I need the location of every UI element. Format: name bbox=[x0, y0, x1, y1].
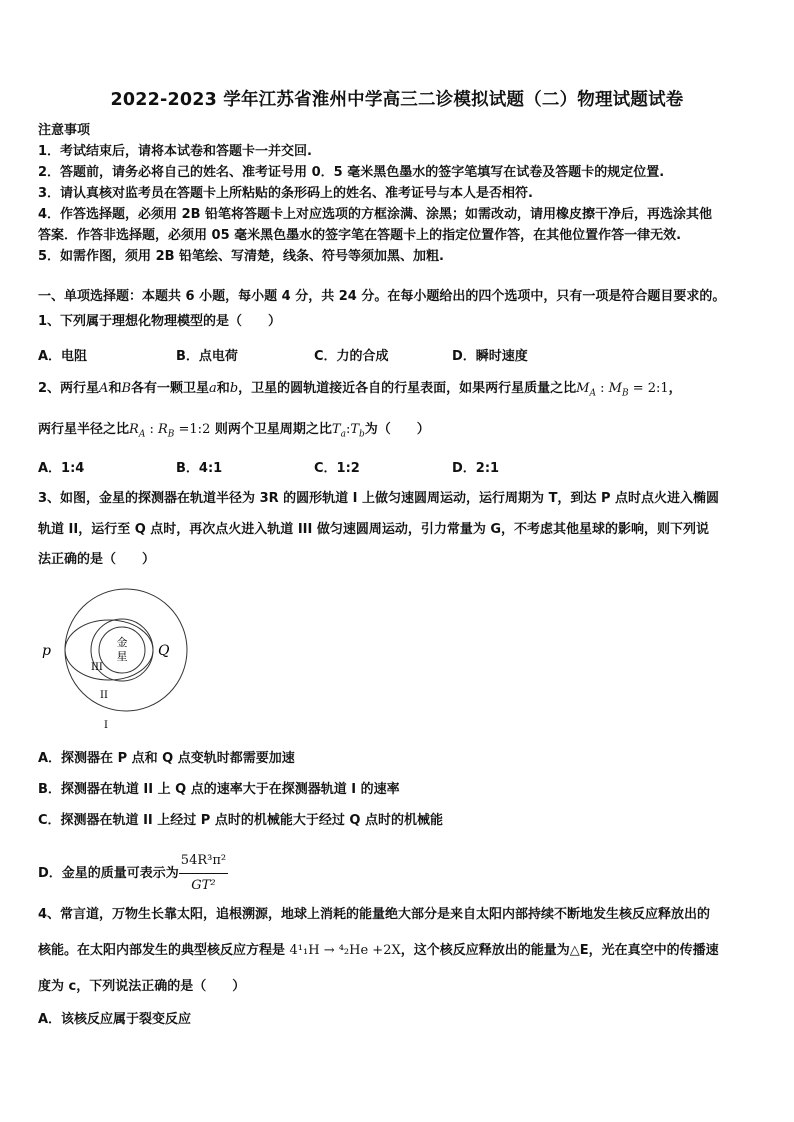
section-heading: 一、单项选择题：本题共 6 小题，每小题 4 分，共 24 分。在每小题给出的四个选项中，只有一项是符合题目要求的。 bbox=[38, 289, 726, 304]
q2-planet-b: B bbox=[121, 381, 132, 396]
notice-item-4: 4．作答选择题，必须用 2B 铅笔将答题卡上对应选项的方框涂满、涂黑；如需改动，请用橡皮擦干净后，再选涂其他 bbox=[38, 207, 713, 222]
q2-text: 各有一颗卫星 bbox=[131, 381, 210, 396]
notice-heading: 注意事项 bbox=[38, 123, 91, 138]
label-iii: III bbox=[91, 662, 103, 673]
q3-option-a: A．探测器在 P 点和 Q 点变轨时都需要加速 bbox=[38, 751, 295, 766]
nuclear-equation: 4¹₁H → ⁴₂He +2X bbox=[289, 943, 401, 958]
orbit-diagram bbox=[36, 586, 206, 736]
question-2-line-2: 两行星半径之比$R_A$ : $R_B$ =1:2 则两个卫星周期之比$T_a:T_b$为（ ） bbox=[38, 422, 430, 440]
question-3-line-1: 3、如图，金星的探测器在轨道半径为 3R 的圆形轨道 I 上做匀速圆周运动，运行周期为 T，到达 P 点时点火进入椭圆 bbox=[38, 491, 720, 506]
q2-period-ratio: $T_a:T_b$ bbox=[331, 422, 365, 440]
q3-option-c: C．探测器在轨道 II 上经过 P 点时的机械能大于经过 Q 点时的机械能 bbox=[38, 813, 443, 828]
question-2-line-1: 2、两行星A和B各有一颗卫星a和b，卫星的圆轨道接近各自的行星表面，如果两行星质量之比$M_A$ : $M_B$ = 2:1， bbox=[38, 381, 682, 399]
q2-text: 和 bbox=[108, 381, 122, 396]
question-4-line-1: 4、常言道，万物生长靠太阳，追根溯源，地球上消耗的能量绝大部分是来自太阳内部持续不断地发生核反应释放出的 bbox=[38, 907, 711, 922]
q3-option-b: B．探测器在轨道 II 上 Q 点的速率大于在探测器轨道 I 的速率 bbox=[38, 782, 400, 797]
question-1-stem: 1、下列属于理想化物理模型的是（ ） bbox=[38, 314, 282, 329]
planet-label-top: 金 bbox=[116, 636, 128, 649]
q3-option-d: D．金星的质量可表示为 $\frac{\text{54R³π²}}{\text{GT²}}$ bbox=[38, 850, 760, 897]
q1-option-a: A．电阻 bbox=[38, 349, 88, 364]
q1-option-c: C．力的合成 bbox=[314, 349, 389, 364]
label-ii: II bbox=[100, 690, 108, 701]
q2-radius-ratio: $R_A$ : $R_B$ =1:2 bbox=[129, 422, 211, 440]
label-p: p bbox=[42, 643, 51, 659]
notice-item-5: 5．如需作图，须用 2B 铅笔绘、写清楚，线条、符号等须加黑、加粗. bbox=[38, 249, 444, 264]
q4-option-a: A．该核反应属于裂变反应 bbox=[38, 1012, 192, 1027]
question-4-line-2: 核能。在太阳内部发生的典型核反应方程是 4¹₁H → ⁴₂He +2X，这个核反应释放出的能量为△E，光在真空中的传播速 bbox=[38, 943, 719, 958]
notice-item-2: 2．答题前，请务必将自己的姓名、准考证号用 0．5 毫米黑色墨水的签字笔填写在试卷及答题卡的规定位置. bbox=[38, 165, 665, 180]
q2-text: 2、两行星 bbox=[38, 381, 100, 396]
notice-item-4-cont: 答案．作答非选择题，必须用 05 毫米黑色墨水的签字笔在答题卡上的指定位置作答，在其他位置作答一律无效. bbox=[38, 228, 682, 243]
q2-option-b: B．4:1 bbox=[176, 461, 223, 476]
q2-option-c: C．1:2 bbox=[314, 461, 360, 476]
notice-item-3: 3．请认真核对监考员在答题卡上所粘贴的条形码上的姓名、准考证号与本人是否相符. bbox=[38, 186, 533, 201]
question-3-line-2: 轨道 II，运行至 Q 点时，再次点火进入轨道 III 做匀速圆周运动，引力常量为 G，不考虑其他星球的影响，则下列说 bbox=[38, 522, 710, 537]
notice-item-1: 1．考试结束后，请将本试卷和答题卡一并交回. bbox=[38, 144, 312, 159]
q1-option-b: B．点电荷 bbox=[176, 349, 238, 364]
label-q: Q bbox=[158, 643, 170, 659]
q2-satellite-b: b bbox=[229, 381, 239, 396]
question-3-line-3: 法正确的是（ ） bbox=[38, 552, 156, 567]
page-title: 2022-2023 学年江苏省淮州中学高三二诊模拟试题（二）物理试题试卷 bbox=[110, 90, 684, 110]
venus-mass-fraction: $\frac{\text{54R³π²}}{\text{GT²}}$ bbox=[179, 850, 228, 897]
q2-text: 和 bbox=[216, 381, 230, 396]
q2-option-d: D．2:1 bbox=[452, 461, 500, 476]
q2-planet-a: A bbox=[99, 381, 109, 396]
q2-mass-ratio: $M_A$ : $M_B$ = 2:1 bbox=[576, 381, 669, 399]
label-i: I bbox=[104, 720, 108, 731]
q2-satellite-a: a bbox=[209, 381, 217, 396]
q2-option-a: A．1:4 bbox=[38, 461, 85, 476]
question-4-line-3: 度为 c，下列说法正确的是（ ） bbox=[38, 979, 246, 994]
q2-text: ，卫星的圆轨道接近各自的行星表面，如果两行星质量之比 bbox=[238, 381, 577, 396]
planet-label-bottom: 星 bbox=[116, 650, 128, 663]
q1-option-d: D．瞬时速度 bbox=[452, 349, 528, 364]
